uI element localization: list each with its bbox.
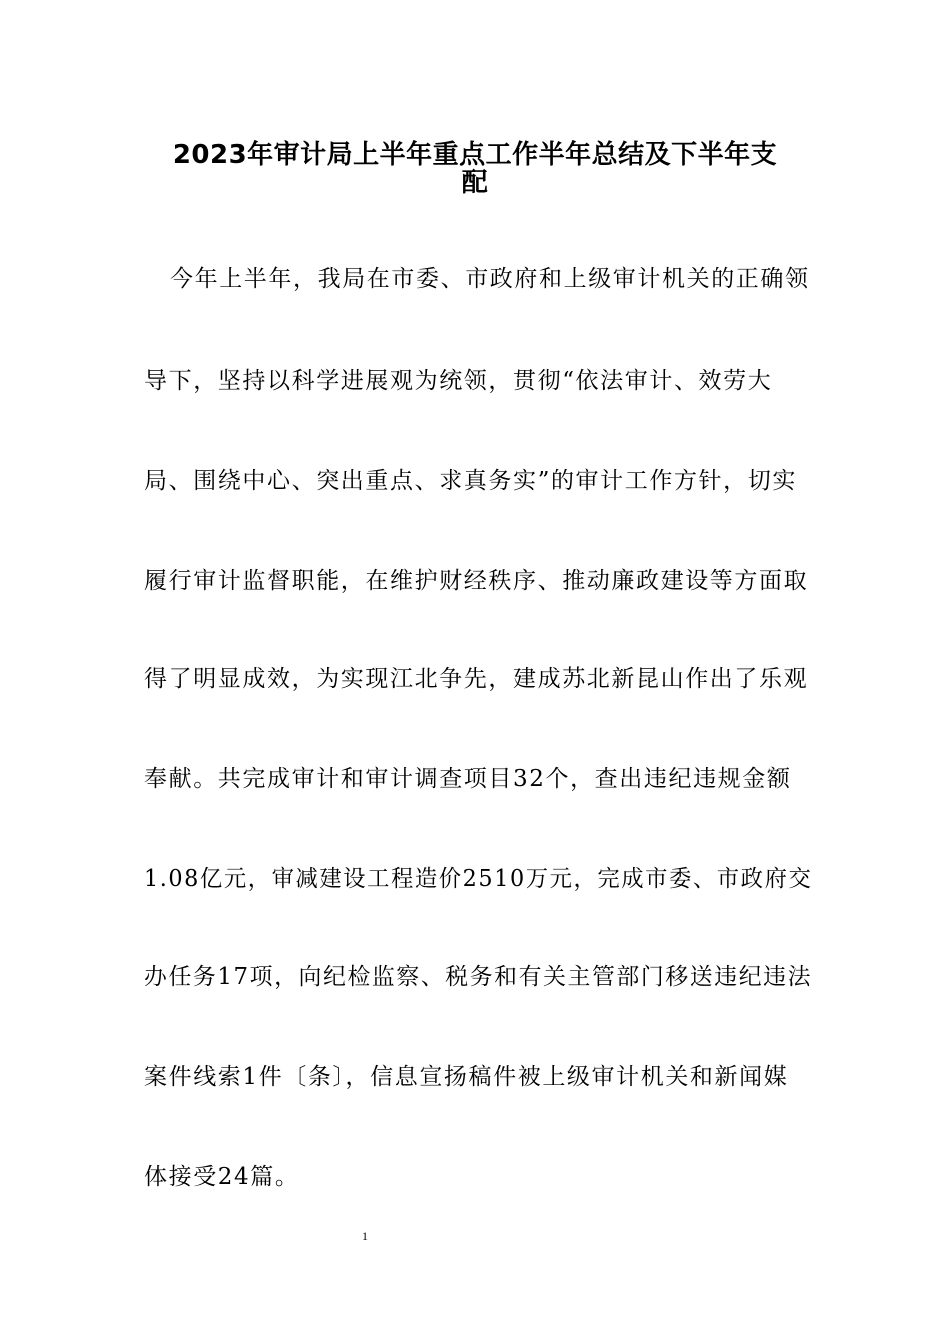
paragraph-line-5: 得了明显成效，为实现江北争先，建成苏北新昆山作出了乐观 <box>144 666 809 692</box>
paragraph-line-10: 体接受24篇。 <box>144 1164 300 1190</box>
paragraph-line-2: 导下，坚持以科学进展观为统领，贯彻“依法审计、效劳大 <box>144 368 773 394</box>
paragraph-line-4: 履行审计监督职能，在维护财经秩序、推动廉政建设等方面取 <box>144 568 809 594</box>
paragraph-line-9: 案件线索1件〔条〕，信息宣扬稿件被上级审计机关和新闻媒 <box>144 1064 789 1090</box>
paragraph-line-3: 局、围绕中心、突出重点、求真务实”的审计工作方针，切实 <box>144 468 797 494</box>
page-number: 1 <box>362 1229 368 1243</box>
document-title-line-2: 配 <box>461 168 489 198</box>
document-title-line-1: 2023年审计局上半年重点工作半年总结及下半年支 <box>172 140 778 170</box>
paragraph-line-1: 今年上半年，我局在市委、市政府和上级审计机关的正确领 <box>170 266 810 292</box>
paragraph-line-6: 奉献。共完成审计和审计调查项目32个，查出违纪违规金额 <box>144 766 792 792</box>
paragraph-line-7: 1.08亿元，审减建设工程造价2510万元，完成市委、市政府交 <box>144 866 813 892</box>
paragraph-line-8: 办任务17项，向纪检监察、税务和有关主管部门移送违纪违法 <box>144 964 813 990</box>
